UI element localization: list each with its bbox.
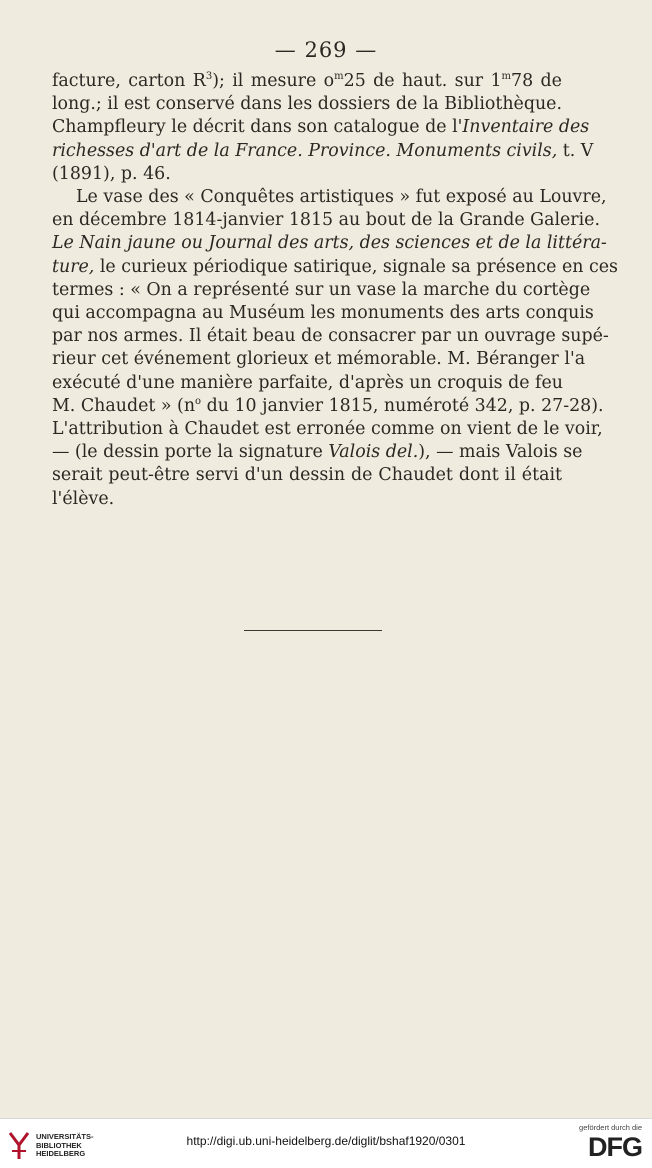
- text-run: serait peut-être servi d'un dessin de Chaudet dont il était: [52, 465, 562, 486]
- viewer-footer: [0, 1118, 652, 1168]
- text-run: M. Chaudet » (n: [52, 395, 196, 416]
- text-run: par nos armes. Il était beau de consacrer par un ouvrage supé-: [52, 326, 609, 347]
- text-run: qui accompagna au Muséum les monuments des arts conquis: [52, 303, 594, 324]
- text-line: [52, 186, 607, 209]
- page-number: — 269 —: [274, 38, 378, 62]
- library-line: BIBLIOTHEK: [36, 1140, 82, 1150]
- text-run: L'attribution à Chaudet est erronée comme on vient de le voir,: [52, 419, 603, 440]
- text-line: [52, 256, 618, 279]
- library-line: HEIDELBERG: [36, 1149, 86, 1159]
- text-run: l'élève.: [52, 488, 115, 509]
- text-run: en décembre 1814-janvier 1815 au bout de la Grande Galerie.: [52, 210, 600, 231]
- text-run: t. V: [557, 140, 594, 161]
- text-run: Le vase des « Conquêtes artistiques » fut exposé au Louvre,: [76, 187, 607, 208]
- text-run: ), — mais Valois se: [418, 442, 583, 463]
- text-run: Champfleury le décrit dans son catalogue de l': [52, 117, 463, 138]
- text-run: termes : « On a représenté sur un vase la marche du cortège: [52, 279, 591, 300]
- section-divider: [244, 630, 382, 631]
- text-line: [52, 418, 603, 441]
- text-run: rieur cet événement glorieux et mémorable. M. Béranger l'a: [52, 349, 586, 370]
- text-line: [52, 372, 562, 395]
- text-line: [52, 302, 594, 325]
- text-run: du 10 janvier 1815, numéroté 342, p. 27-28).: [201, 395, 604, 416]
- paragraph: [52, 70, 594, 186]
- text-line: [52, 488, 562, 511]
- superscript: 3: [205, 71, 213, 82]
- text-line: [52, 70, 562, 93]
- text-line: [52, 93, 562, 116]
- library-line: UNIVERSITÄTS-: [36, 1132, 94, 1142]
- funder-logo[interactable]: [579, 1123, 642, 1162]
- text-run: 78 de: [511, 71, 562, 91]
- italic-text: Valois del.: [328, 442, 419, 463]
- text-line: [52, 209, 600, 232]
- text-run: le curieux périodique satirique, signale sa présence en ces: [94, 256, 618, 277]
- text-line: [52, 232, 607, 255]
- text-line: [52, 116, 590, 139]
- body-text: [52, 70, 618, 511]
- superscript: o: [195, 395, 202, 407]
- text-run: ); il mesure o: [212, 71, 335, 91]
- permalink-url[interactable]: http://digi.ub.uni-heidelberg.de/diglit/bshaf1920/0301: [186, 1134, 466, 1148]
- text-line: [52, 395, 604, 418]
- text-run: 25 de haut. sur 1: [343, 71, 502, 91]
- text-line: [52, 140, 594, 163]
- superscript: m: [501, 71, 512, 82]
- superscript: m: [334, 71, 344, 82]
- text-run: facture, carton R: [52, 71, 206, 91]
- funder-caption: gefördert durch die: [579, 1123, 642, 1132]
- text-run: exécuté d'une manière parfaite, d'après un croquis de feu: [52, 372, 563, 393]
- paragraph: [52, 186, 618, 511]
- text-line: [52, 279, 591, 302]
- text-run: (1891), p. 46.: [52, 163, 171, 184]
- text-run: long.; il est conservé dans les dossiers de la Bibliothèque.: [52, 94, 562, 115]
- text-line: [52, 163, 562, 186]
- dfg-logo-text: DFG: [588, 1132, 642, 1162]
- text-run: — (le dessin porte la signature: [52, 442, 329, 463]
- text-line: [52, 348, 586, 371]
- text-line: [52, 441, 583, 464]
- text-line: [52, 325, 609, 348]
- italic-text: richesses d'art de la France. Province. Monuments civils,: [52, 140, 558, 161]
- italic-text: Inventaire des: [462, 117, 590, 138]
- italic-text: Le Nain jaune ou Journal des arts, des sciences et de la littéra-: [52, 233, 607, 254]
- italic-text: ture,: [52, 256, 95, 277]
- text-line: [52, 464, 562, 487]
